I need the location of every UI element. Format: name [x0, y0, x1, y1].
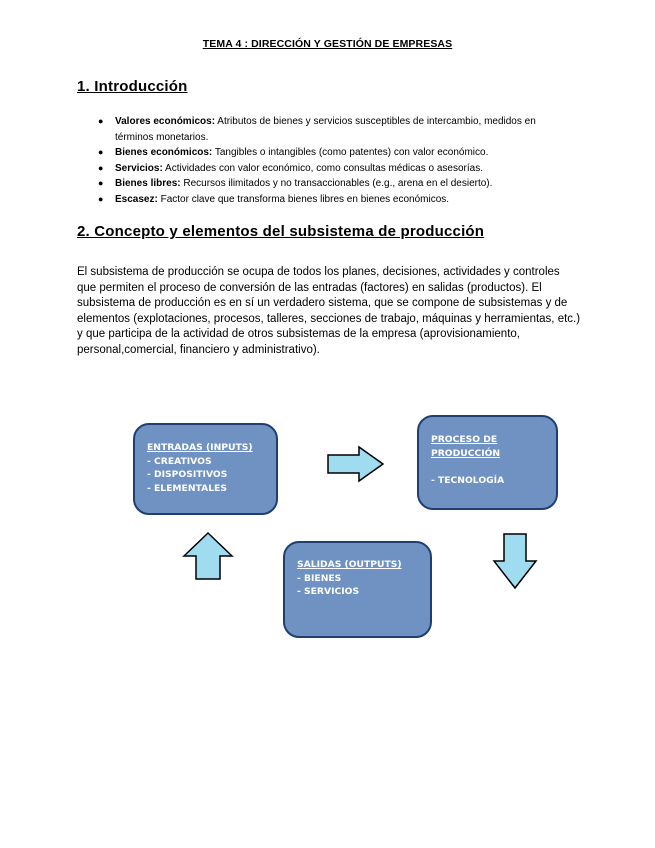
list-item [98, 176, 568, 192]
bullet-term: Bienes libres: [115, 178, 181, 189]
bullet-icon: ● [98, 147, 104, 157]
bullet-text: Recursos ilimitados y no transaccionables (e.g., arena en el desierto). [180, 178, 493, 189]
list-item [98, 114, 568, 145]
bullet-text: Factor clave que transforma bienes libres en bienes económicos. [157, 193, 450, 205]
bullet-text: Atributos de bienes y servicios susceptibles de intercambio, medidos en términos monetarios. [115, 116, 536, 143]
concept-paragraph: El subsistema de producción se ocupa de todos los planes, decisiones, actividades y controles que permiten el proceso de conversión de las entradas (factores) en salidas (productos). El subsistema de producción es en sí un verdadero sistema, que se compone de subsistemas y de elementos (explotaciones, procesos, talleres, secciones de trabajo, máquinas y herramientas, etc.) y que participa de la actividad de otros subsistemas de la empresa (aprovisionamiento, personal,comercial, financiero y administrativo). [77, 266, 581, 356]
inputs-item: - ELEMENTALES [147, 482, 227, 494]
bullet-icon: ● [98, 178, 104, 188]
section-heading-concepto: 2. Concepto y elementos del subsistema de producción [77, 223, 485, 240]
process-item: - TECNOLOGÍA [431, 474, 505, 486]
process-title-line2: PRODUCCIÓN [431, 447, 501, 459]
list-item [98, 161, 568, 177]
bullet-text: Actividades con valor económico, como consultas médicas o asesorías. [162, 162, 483, 174]
bullet-term: Valores económicos: [115, 116, 216, 127]
bullet-icon: ● [98, 116, 104, 126]
inputs-item: - CREATIVOS [147, 455, 212, 467]
arrow-up-icon [183, 532, 233, 580]
document-title: TEMA 4 : DIRECCIÓN Y GESTIÓN DE EMPRESAS [202, 38, 453, 50]
process-title-line1: PROCESO DE [431, 434, 498, 445]
list-item [98, 192, 568, 208]
outputs-item: - BIENES [297, 572, 342, 584]
section-heading-introduccion: 1. Introducción [77, 78, 188, 95]
outputs-item: - SERVICIOS [297, 586, 360, 597]
intro-bullet-list [98, 114, 568, 207]
bullet-term: Servicios: [115, 162, 163, 174]
outputs-title: SALIDAS (OUTPUTS) [297, 559, 402, 570]
bullet-icon: ● [98, 193, 104, 204]
arrow-down-icon [493, 533, 537, 589]
bullet-text: Tangibles o intangibles (como patentes) con valor económico. [212, 147, 489, 158]
list-item [98, 145, 568, 161]
bullet-icon: ● [98, 162, 104, 173]
outputs-box [283, 541, 432, 638]
bullet-term: Bienes económicos: [115, 147, 213, 158]
inputs-title: ENTRADAS (INPUTS) [147, 442, 253, 453]
bullet-term: Escasez: [115, 193, 158, 205]
inputs-box [133, 423, 278, 515]
arrow-right-icon [327, 446, 385, 482]
inputs-item: - DISPOSITIVOS [147, 469, 228, 480]
process-box [417, 415, 558, 510]
